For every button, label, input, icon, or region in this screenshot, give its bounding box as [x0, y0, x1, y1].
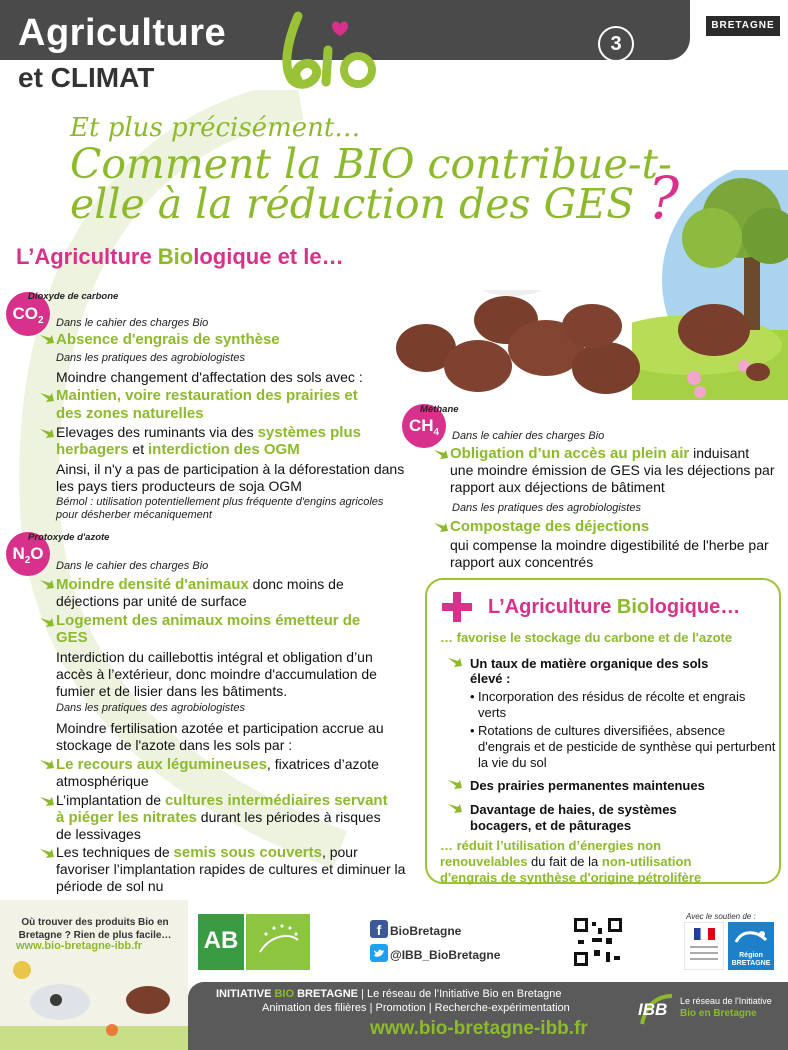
- plus-bullet1-marker: •: [470, 689, 475, 704]
- n2o-item5-line2: favoriser l’implantation rapides de cultures et diminuer la: [56, 861, 406, 877]
- co2-item3-text: Elevages des ruminants via des: [56, 424, 258, 440]
- arrow-icon: [446, 654, 464, 670]
- plus-box-title: [488, 596, 740, 619]
- n2o-item5-text: Les techniques de: [56, 844, 174, 860]
- co2-item3-line2: [56, 441, 300, 459]
- plus-bullet2-line3: la vie du sol: [478, 755, 547, 770]
- co2-badge-label: CO: [12, 304, 38, 323]
- plus-box-title-part: logique…: [649, 596, 741, 618]
- n2o-item3-text: , fixatrices d’azote: [266, 756, 379, 772]
- n2o-item5-highlight: semis sous couverts: [173, 844, 322, 861]
- plus-reduce-highlight: renouvelables: [440, 854, 528, 869]
- intro-pre: Et plus précisément…: [70, 113, 361, 143]
- arrow-icon: [38, 793, 56, 809]
- plus-bullet2-marker: •: [470, 723, 475, 738]
- n2o-item5-line1: [56, 844, 358, 862]
- arrow-icon: [38, 425, 56, 441]
- ch4-item1-line3: rapport aux déjections de bâtiment: [450, 479, 665, 495]
- plus-item2: Des prairies permanentes maintenues: [470, 778, 705, 793]
- n2o-item4-line1: [56, 792, 388, 810]
- plus-box-subtitle: … favorise le stockage du carbone et de l'azote: [440, 630, 733, 645]
- brand-badge: BRETAGNE: [706, 16, 780, 36]
- arrow-icon: [38, 845, 56, 861]
- ch4-item1-highlight: Obligation d’un accès au plein air: [450, 445, 690, 462]
- region-bretagne-logo: [728, 922, 774, 970]
- co2-tag: Dioxyde de carbone: [28, 291, 119, 302]
- co2-note-line2: pour désherber mécaniquement: [56, 509, 212, 521]
- co2-item3-highlight: systèmes plus: [257, 424, 361, 441]
- footer-line2: Animation des filières | Promotion | Recherche-expérimentation: [262, 1002, 570, 1014]
- ibb-logo-text: IBB: [638, 1000, 668, 1019]
- co2-text2-line1: Ainsi, il n'y a pas de participation à la déforestation dans: [56, 461, 405, 477]
- n2o-text1-line2: accès à l’extérieur, donc moindre d'accumulation de: [56, 666, 377, 682]
- page-subtitle: et CLIMAT: [18, 62, 155, 93]
- svg-text:f: f: [376, 922, 382, 938]
- ermine-icon: [728, 924, 774, 952]
- co2-label2: Dans les pratiques des agrobiologistes: [56, 352, 245, 364]
- n2o-badge-label: O: [30, 544, 44, 563]
- footer-initiative-part: INITIATIVE: [216, 988, 275, 1000]
- plus-reduce-line2: [440, 854, 691, 869]
- co2-item3-highlight: interdiction des OGM: [148, 441, 300, 458]
- footer-line1-rest: | Le réseau de l’Initiative Bio en Bretagne: [358, 988, 562, 1000]
- arrow-icon: [446, 800, 464, 816]
- n2o-item5-text: , pour: [321, 844, 358, 860]
- ch4-label1: Dans le cahier des charges Bio: [452, 430, 605, 442]
- co2-item1: Absence d'engrais de synthèse: [56, 331, 280, 348]
- plus-bullet1-line1: Incorporation des résidus de récolte et engrais: [478, 689, 746, 704]
- twitter-label[interactable]: @IBB_BioBretagne: [390, 948, 501, 962]
- ch4-badge-label: CH: [408, 416, 434, 435]
- ibb-caption-line1: Le réseau de l'Initiative: [680, 996, 772, 1006]
- n2o-item4-line2: [56, 809, 381, 827]
- section-title: [16, 244, 344, 270]
- footer-line1: [216, 988, 561, 1000]
- co2-item2-line2: des zones naturelles: [56, 405, 204, 422]
- page-title: Agriculture: [18, 12, 227, 54]
- plus-item3-line2: bocagers, et de pâturages: [470, 818, 632, 833]
- ibb-logo: [636, 990, 676, 1030]
- ibb-caption-line2: Bio en Bretagne: [680, 1008, 757, 1019]
- footer-where-link[interactable]: www.bio-bretagne-ibb.fr: [16, 940, 143, 952]
- n2o-item4-text: durant les périodes à risques: [196, 809, 381, 825]
- arrow-icon: [432, 446, 450, 462]
- n2o-item5-line3: période de sol nu: [56, 878, 164, 894]
- arrow-icon: [38, 331, 56, 347]
- footer-where-text: Où trouver des produits Bio en Bretagne ? Rien de plus facile…: [18, 917, 172, 941]
- co2-item3-highlight: herbagers: [56, 441, 129, 458]
- plus-item1-line1: Un taux de matière organique des sols: [470, 656, 709, 671]
- support-label: Avec le soutien de :: [686, 912, 756, 921]
- plus-reduce-text: du fait de la: [527, 854, 602, 869]
- n2o-item3-line1: [56, 756, 379, 774]
- ab-logo: [198, 914, 244, 970]
- svg-text:AB: AB: [203, 927, 239, 954]
- n2o-text1-line1: Interdiction du caillebottis intégral et obligation d’un: [56, 649, 373, 665]
- co2-item3-line1: [56, 424, 361, 442]
- arrow-icon: [38, 389, 56, 405]
- ch4-badge-sub: 4: [433, 427, 440, 438]
- ch4-item1-text: induisant: [689, 445, 750, 461]
- co2-item2-line1: Maintien, voire restauration des prairies et: [56, 387, 358, 404]
- intro-question-line1: Comment la BIO contribue-t-: [70, 140, 672, 188]
- n2o-text2-line1: Moindre fertilisation azotée et participation accrue au: [56, 720, 384, 736]
- footer-initiative-part: BRETAGNE: [294, 988, 358, 1000]
- plus-bullet2-line1: Rotations de cultures diversifiées, absence: [478, 723, 726, 738]
- n2o-tag: Protoxyde d'azote: [28, 532, 110, 543]
- co2-note-line1: Bémol : utilisation potentiellement plus fréquente d'engins agricoles: [56, 496, 384, 508]
- intro-question-line2: elle à la réduction des GES: [70, 180, 635, 228]
- n2o-text2-line2: stockage de l'azote dans les sols par :: [56, 737, 293, 753]
- n2o-badge-label: N: [12, 544, 25, 563]
- bio-logo: [268, 10, 388, 94]
- co2-text2-line2: les pays tiers producteurs de soja OGM: [56, 478, 302, 494]
- arrow-icon: [38, 614, 56, 630]
- section-title-part: L’Agriculture: [16, 244, 158, 269]
- section-title-bio: Bio: [157, 244, 194, 269]
- arrow-icon: [446, 776, 464, 792]
- footer-initiative-bio: BIO: [274, 988, 295, 1000]
- n2o-label2: Dans les pratiques des agrobiologistes: [56, 702, 245, 714]
- n2o-item1-line1: [56, 576, 344, 594]
- ch4-item1-line1: [450, 445, 749, 463]
- plus-bullet1-line2: verts: [478, 705, 507, 720]
- co2-badge-sub: 2: [37, 315, 44, 326]
- plus-box-title-bio: Bio: [616, 596, 650, 618]
- n2o-item1-text: donc moins de: [248, 576, 344, 592]
- plus-reduce-line3: d'engrais de synthèse d'origine pétrolifère: [440, 870, 702, 885]
- ch4-tag: Méthane: [420, 404, 459, 415]
- plus-box-title-part: L’Agriculture: [488, 596, 617, 618]
- co2-item3-text: et: [128, 441, 149, 457]
- arrow-icon: [432, 519, 450, 535]
- ministry-logo: [684, 922, 724, 970]
- n2o-item4-highlight: cultures intermédiaires servant: [164, 792, 388, 809]
- n2o-item1-highlight: Moindre densité d'animaux: [56, 576, 249, 593]
- n2o-text1-line3: fumier et de lisier dans les bâtiments.: [56, 683, 288, 699]
- facebook-label[interactable]: BioBretagne: [390, 924, 462, 938]
- ch4-text1-line1: qui compense la moindre digestibilité de l'herbe par: [450, 537, 769, 553]
- n2o-label1: Dans le cahier des charges Bio: [56, 560, 209, 572]
- n2o-item1-line2: déjections par unité de surface: [56, 593, 247, 609]
- question-mark: ?: [648, 164, 680, 232]
- page-number: 3: [598, 26, 634, 62]
- plus-icon: [442, 592, 472, 622]
- plus-reduce-line1: … réduit l’utilisation d’énergies non: [440, 838, 662, 853]
- section-title-part: logique et le…: [193, 244, 344, 269]
- facebook-icon[interactable]: [370, 920, 388, 938]
- n2o-item4-text: L’implantation de: [56, 792, 165, 808]
- footer-website-link[interactable]: www.bio-bretagne-ibb.fr: [370, 1018, 588, 1039]
- n2o-item4-highlight: à piéger les nitrates: [56, 809, 197, 826]
- n2o-item4-line3: de lessivages: [56, 826, 141, 842]
- plus-reduce-highlight: non-utilisation: [601, 854, 692, 869]
- n2o-item2-line2: GES: [56, 629, 88, 646]
- ch4-text1-line2: rapport aux concentrés: [450, 554, 594, 570]
- plus-item3-line1: Davantage de haies, de systèmes: [470, 802, 677, 817]
- n2o-item3-line2: atmosphérique: [56, 773, 149, 789]
- arrow-icon: [38, 576, 56, 592]
- n2o-item3-highlight: Le recours aux légumineuses: [56, 756, 267, 773]
- co2-label1: Dans le cahier des charges Bio: [56, 317, 209, 329]
- ch4-label2: Dans les pratiques des agrobiologistes: [452, 502, 641, 514]
- n2o-item2-line1: Logement des animaux moins émetteur de: [56, 612, 361, 629]
- region-bretagne-label: Région BRETAGNE: [731, 952, 771, 967]
- ch4-item2: Compostage des déjections: [450, 518, 650, 535]
- n2o-badge-sub: 2: [24, 555, 31, 566]
- eu-organic-logo: [246, 914, 310, 970]
- ch4-item1-line2: une moindre émission de GES via les déjections par: [450, 462, 775, 478]
- arrow-icon: [38, 756, 56, 772]
- farm-illustration: [0, 956, 188, 1050]
- plus-item1-line2: élevé :: [470, 671, 511, 686]
- qr-code-icon[interactable]: [572, 916, 624, 968]
- co2-text1: Moindre changement d'affectation des sols avec :: [56, 369, 363, 385]
- twitter-icon[interactable]: [370, 944, 388, 962]
- plus-bullet2-line2: d'engrais et de pesticide de synthèse qui perturbent: [478, 739, 776, 754]
